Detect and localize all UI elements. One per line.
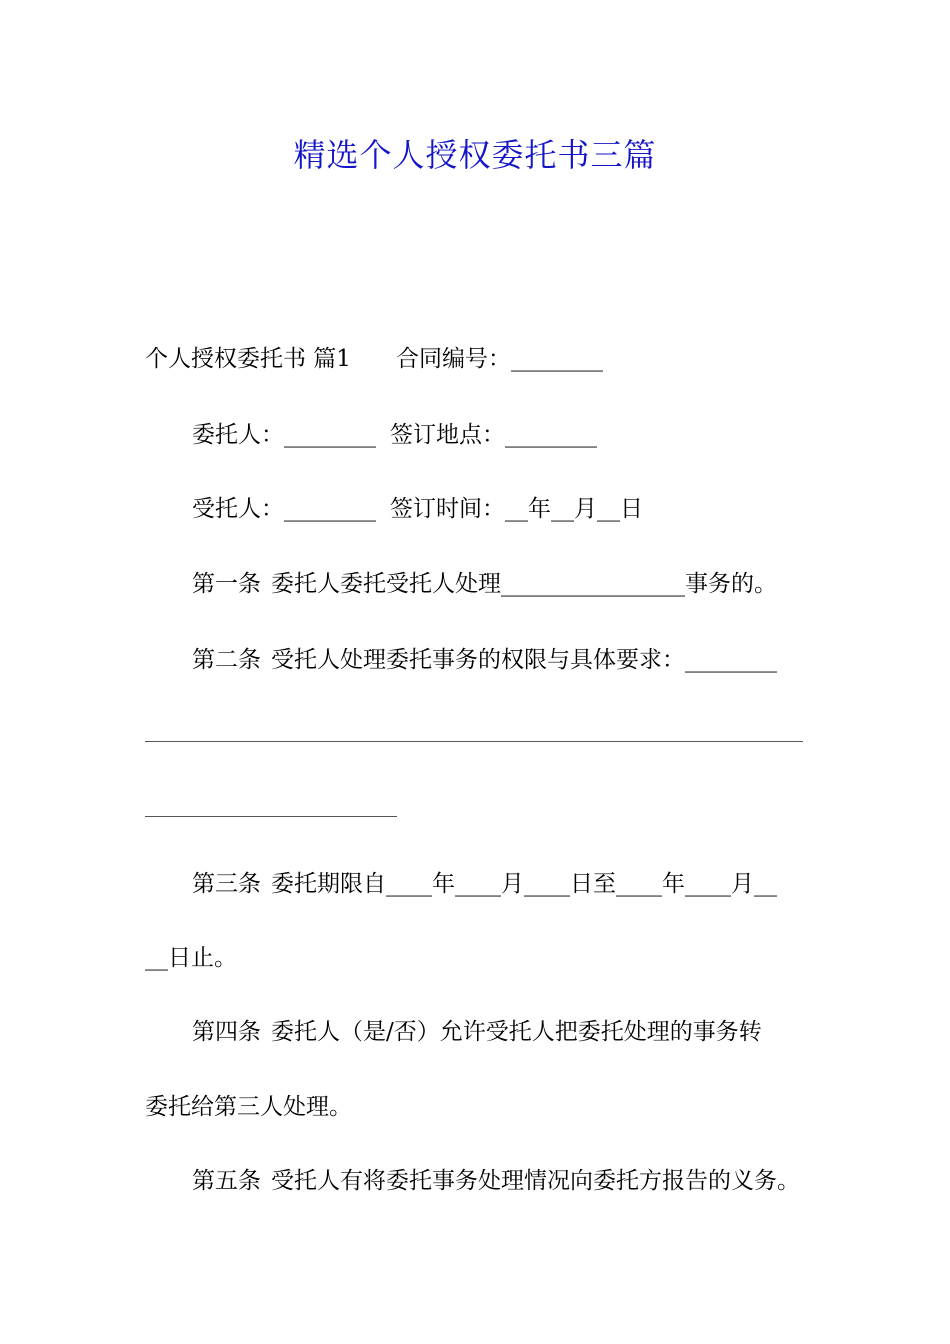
article-2-blank-line-2 bbox=[145, 816, 397, 817]
article-3 bbox=[192, 869, 872, 899]
article-2 bbox=[192, 645, 872, 675]
article-2-label: 第二条 bbox=[192, 647, 261, 673]
article-2-text: 受托人处理委托事务的权限与具体要求：________ bbox=[271, 647, 777, 673]
principal-line bbox=[192, 420, 872, 450]
contract-number-field: 合同编号：________ bbox=[395, 346, 603, 372]
document-subtitle: 个人授权委托书 篇1 bbox=[145, 346, 351, 372]
article-1-text: 委托人委托受托人处理________________事务的。 bbox=[271, 571, 777, 597]
article-5-text: 受托人有将委托事务处理情况向委托方报告的义务。 bbox=[271, 1168, 800, 1194]
article-4-continued: 委托给第三人处理。 bbox=[145, 1094, 352, 1120]
article-2-blank-line-1 bbox=[145, 741, 803, 742]
document-title: 精选个人授权委托书三篇 bbox=[293, 136, 657, 174]
article-1-label: 第一条 bbox=[192, 571, 261, 597]
article-1 bbox=[192, 569, 872, 599]
article-4-text: 委托人（是/否）允许受托人把委托处理的事务转 bbox=[271, 1019, 762, 1045]
sign-place-field: 签订地点：________ bbox=[390, 422, 597, 448]
article-3-text: 委托期限自____年____月____日至____年____月__ bbox=[271, 871, 777, 897]
sign-time-field: 签订时间：__年__月__日 bbox=[390, 496, 643, 522]
article-5 bbox=[192, 1166, 872, 1196]
article-5-label: 第五条 bbox=[192, 1168, 261, 1194]
header-line bbox=[145, 344, 825, 374]
agent-field: 受托人：________ bbox=[192, 496, 376, 522]
article-3-continued: __日止。 bbox=[145, 945, 237, 971]
principal-field: 委托人：________ bbox=[192, 422, 376, 448]
article-3-label: 第三条 bbox=[192, 871, 261, 897]
article-4-label: 第四条 bbox=[192, 1019, 261, 1045]
article-4 bbox=[192, 1017, 872, 1047]
agent-line bbox=[192, 494, 872, 524]
